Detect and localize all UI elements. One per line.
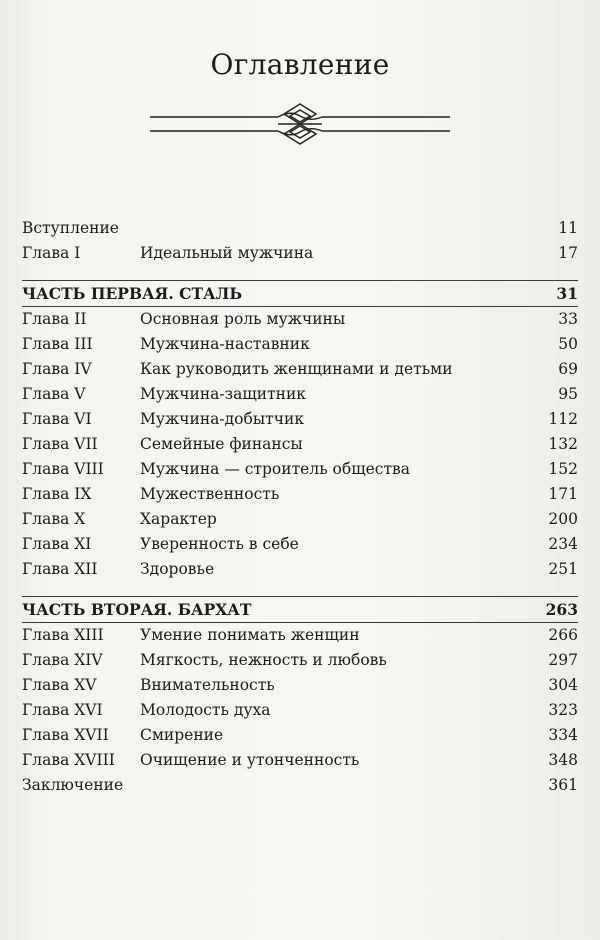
- toc-page-number: 361: [548, 776, 578, 794]
- toc-row-chapter[interactable]: [22, 457, 578, 482]
- toc-title: Молодость духа: [140, 701, 271, 719]
- part-title: ЧАСТЬ ПЕРВАЯ. СТАЛЬ: [22, 284, 243, 303]
- toc-page-number: 263: [545, 600, 578, 619]
- toc-row-chapter[interactable]: [22, 648, 578, 673]
- toc-title: Мужчина-наставник: [140, 335, 310, 353]
- toc-label: Глава XVII: [22, 726, 109, 744]
- toc-row-chapter[interactable]: [22, 382, 578, 407]
- toc-page-number: 266: [548, 626, 578, 644]
- toc-title: Внимательность: [140, 676, 275, 694]
- toc-title: Мужчина-защитник: [140, 385, 306, 403]
- celtic-knot-ornament-icon: [150, 102, 450, 146]
- toc-page-number: 11: [558, 219, 578, 237]
- toc-label: Глава IV: [22, 360, 92, 378]
- toc-label: Глава XI: [22, 535, 92, 553]
- toc-page-number: 171: [548, 485, 578, 503]
- toc-page-number: 334: [548, 726, 578, 744]
- toc-row-chapter[interactable]: [22, 698, 578, 723]
- toc-page-number: 132: [548, 435, 578, 453]
- toc-row-chapter[interactable]: [22, 507, 578, 532]
- toc-label: Глава III: [22, 335, 93, 353]
- toc-label: Глава XVIII: [22, 751, 115, 769]
- toc-page-number: 31: [556, 284, 578, 303]
- toc-page-number: 152: [548, 460, 578, 478]
- toc-label: Вступление: [22, 219, 119, 237]
- toc-page-number: 112: [548, 410, 578, 428]
- toc-label: Глава XIII: [22, 626, 104, 644]
- toc-page-number: 323: [548, 701, 578, 719]
- toc-title: Здоровье: [140, 560, 215, 578]
- toc-row-chapter[interactable]: [22, 332, 578, 357]
- toc-label: Глава XVI: [22, 701, 103, 719]
- toc-page-number: 348: [548, 751, 578, 769]
- toc-page-number: 95: [558, 385, 578, 403]
- toc-label: Глава V: [22, 385, 86, 403]
- toc-label: Глава X: [22, 510, 86, 528]
- toc-page-number: 17: [558, 244, 578, 262]
- toc-title: Семейные финансы: [140, 435, 303, 453]
- toc-row-intro[interactable]: [22, 216, 578, 241]
- toc-row-chapter[interactable]: [22, 748, 578, 773]
- toc-row-chapter[interactable]: [22, 482, 578, 507]
- toc-row-part-2[interactable]: [22, 597, 578, 622]
- toc-label: Глава XII: [22, 560, 98, 578]
- toc-title: Основная роль мужчины: [140, 310, 346, 328]
- toc-title: Очищение и утонченность: [140, 751, 360, 769]
- toc-row-chapter-1[interactable]: [22, 241, 578, 266]
- toc-row-chapter[interactable]: [22, 357, 578, 382]
- toc-page-number: 50: [558, 335, 578, 353]
- toc-page-number: 200: [548, 510, 578, 528]
- toc-row-part-1[interactable]: [22, 281, 578, 306]
- toc-row-chapter[interactable]: [22, 432, 578, 457]
- toc-page-number: 33: [558, 310, 578, 328]
- part-1-chapter-list: [22, 307, 578, 582]
- toc-row-chapter[interactable]: [22, 307, 578, 332]
- toc-row-chapter[interactable]: [22, 673, 578, 698]
- toc-label: Глава XIV: [22, 651, 103, 669]
- toc-title: Идеальный мужчина: [140, 244, 314, 262]
- toc-title: Мужественность: [140, 485, 280, 503]
- toc-title: Как руководить женщинами и детьми: [140, 360, 453, 378]
- toc-row-chapter[interactable]: [22, 623, 578, 648]
- toc-page-number: 304: [548, 676, 578, 694]
- table-of-contents: [22, 216, 578, 798]
- toc-label: Глава VI: [22, 410, 92, 428]
- toc-label: Глава VIII: [22, 460, 104, 478]
- toc-title: Мягкость, нежность и любовь: [140, 651, 387, 669]
- toc-title: Уверенность в себе: [140, 535, 299, 553]
- toc-label: Глава XV: [22, 676, 97, 694]
- toc-page-number: 297: [548, 651, 578, 669]
- toc-title: Мужчина — строитель общества: [140, 460, 411, 478]
- toc-label: Глава VII: [22, 435, 98, 453]
- toc-title: Умение понимать женщин: [140, 626, 360, 644]
- toc-label: Заключение: [22, 776, 124, 794]
- toc-label: Глава II: [22, 310, 87, 328]
- toc-title: Характер: [140, 510, 217, 528]
- toc-title: Смирение: [140, 726, 224, 744]
- toc-row-conclusion[interactable]: [22, 773, 578, 798]
- toc-page-number: 69: [558, 360, 578, 378]
- toc-page-number: 251: [548, 560, 578, 578]
- toc-label: Глава I: [22, 244, 81, 262]
- toc-row-chapter[interactable]: [22, 723, 578, 748]
- toc-label: Глава IX: [22, 485, 92, 503]
- toc-row-chapter[interactable]: [22, 532, 578, 557]
- part-2-chapter-list: [22, 623, 578, 773]
- toc-page-number: 234: [548, 535, 578, 553]
- part-title: ЧАСТЬ ВТОРАЯ. БАРХАТ: [22, 600, 252, 619]
- toc-row-chapter[interactable]: [22, 557, 578, 582]
- page-title: Оглавление: [210, 48, 390, 81]
- toc-row-chapter[interactable]: [22, 407, 578, 432]
- toc-title: Мужчина-добытчик: [140, 410, 305, 428]
